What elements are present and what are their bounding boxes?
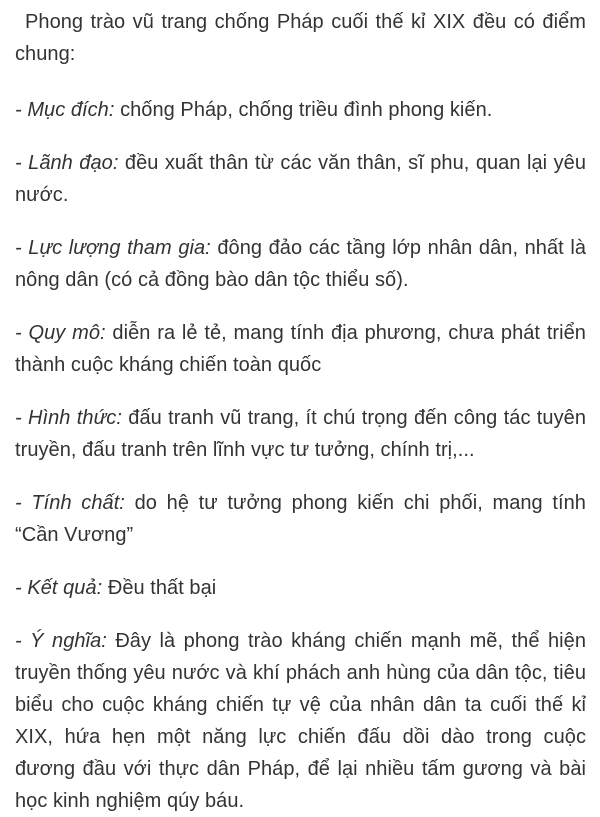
item-text: diễn ra lẻ tẻ, mang tính địa phương, chưa phát triển thành cuộc kháng chiến toàn quốc [15, 322, 586, 376]
item-text: do hệ tư tưởng phong kiến chi phối, mang tính “Cần Vương” [15, 492, 586, 546]
item-muc-dich [15, 94, 586, 126]
item-text: đấu tranh vũ trang, ít chú trọng đến công tác tuyên truyền, đấu tranh trên lĩnh vực tư tưởng, chính trị,... [15, 407, 586, 461]
item-text: Đều thất bại [102, 577, 217, 599]
item-luc-luong [15, 232, 586, 296]
item-label: - Tính chất: [15, 492, 125, 514]
item-label: - Ý nghĩa: [15, 630, 107, 652]
item-text: đều xuất thân từ các văn thân, sĩ phu, quan lại yêu nước. [15, 152, 586, 206]
item-text: đông đảo các tầng lớp nhân dân, nhất là nông dân (có cả đồng bào dân tộc thiểu số). [15, 237, 587, 291]
item-ket-qua [15, 572, 586, 604]
item-tinh-chat [15, 487, 586, 551]
item-label: - Kết quả: [15, 577, 103, 599]
item-label: - Hình thức: [15, 407, 122, 429]
item-label: - Lực lượng tham gia: [15, 237, 211, 259]
item-text: chống Pháp, chống triều đình phong kiến. [114, 99, 493, 121]
item-label: - Lãnh đạo: [15, 152, 119, 174]
item-y-nghia [15, 625, 586, 817]
item-text: Đây là phong trào kháng chiến mạnh mẽ, thể hiện truyền thống yêu nước và khí phách anh hùng của dân tộc, tiêu biểu cho cuộc kháng chiến tự vệ của nhân dân ta cuối thế kỉ XIX, hứa hẹn một năng lực chiến đấu dồi dào trong cuộc đương đầu với thực dân Pháp, để lại nhiều tấm gương và bài học kinh nghiệm qúy báu. [15, 630, 586, 812]
intro-paragraph: Phong trào vũ trang chống Pháp cuối thế kỉ XIX đều có điểm chung: [15, 11, 586, 65]
item-label: - Mục đích: [15, 99, 115, 121]
item-quy-mo [15, 317, 586, 381]
item-hinh-thuc [15, 402, 586, 466]
item-lanh-dao [15, 147, 586, 211]
item-label: - Quy mô: [15, 322, 106, 344]
